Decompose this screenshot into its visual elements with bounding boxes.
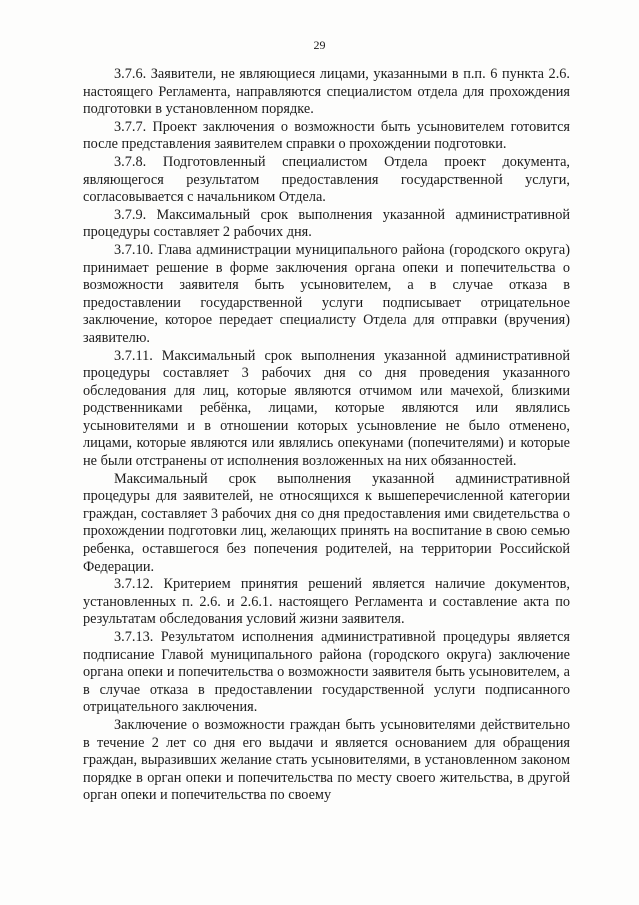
paragraph-3-7-12: 3.7.12. Критерием принятия решений является наличие документов, установленных п. 2.6. и 2.6.1. настоящего Регламента и составление акта по результатам обследования условий жизни заявителя. bbox=[83, 576, 570, 628]
paragraph-3-7-9: 3.7.9. Максимальный срок выполнения указанной административной процедуры составляет 2 рабочих дня. bbox=[83, 206, 570, 241]
paragraph-3-7-7: 3.7.7. Проект заключения о возможности быть усыновителем готовится после представления заявителем справки о прохождении подготовки. bbox=[83, 118, 570, 153]
paragraph-3-7-6: 3.7.6. Заявители, не являющиеся лицами, указанными в п.п. 6 пункта 2.6. настоящего Регламента, направляются специалистом отдела для прохождения подготовки в установленном порядке. bbox=[83, 66, 570, 118]
paragraph-max-term: Максимальный срок выполнения указанной административной процедуры для заявителей, не относящихся к вышеперечисленной категории граждан, составляет 3 рабочих дня со дня предоставления ими свидетельства о прохождении подготовки лиц, желающих принять на воспитание в свою семью ребенка, оставшегося без попечения родителей, на территории Российской Федерации. bbox=[83, 470, 570, 575]
paragraph-3-7-10: 3.7.10. Глава администрации муниципального района (городского округа) принимает решение в форме заключения органа опеки и попечительства о возможности заявителя быть усыновителем, а в случае отказа в предоставлении государственной услуги подписывает отрицательное заключение, которое передает специалисту Отдела для отправки (вручения) заявителю. bbox=[83, 241, 570, 346]
paragraph-conclusion-validity: Заключение о возможности граждан быть усыновителями действительно в течение 2 лет со дня его выдачи и является основанием для обращения граждан, выразивших желание стать усыновителями, в установленном законом порядке в орган опеки и попечительства по месту своего жительства, в другой орган опеки и попечительства по своему bbox=[83, 716, 570, 804]
paragraph-3-7-13: 3.7.13. Результатом исполнения административной процедуры является подписание Главой муниципального района (городского округа) заключение органа опеки и попечительства о возможности заявителя быть усыновителем, а в случае отказа в предоставлении государственной услуги подписанного отрицательного заключения. bbox=[83, 629, 570, 716]
page-number: 29 bbox=[313, 38, 326, 52]
paragraph-3-7-11: 3.7.11. Максимальный срок выполнения указанной административной процедуры составляет 3 рабочих дня со дня проведения указанного обследования для лиц, которые являются отчимом или мачехой, близкими родственниками ребёнка, лицами, которые являются или являлись усыновителями и в отношении которых усыновление не было отменено, лицами, которые являются или являлись опекунами (попечителями) и которые не были отстранены от исполнения возложенных на них обязанностей. bbox=[83, 347, 570, 470]
document-body bbox=[83, 66, 570, 805]
paragraph-3-7-8: 3.7.8. Подготовленный специалистом Отдела проект документа, являющегося результатом предоставления государственной услуги, согласовывается с начальником Отдела. bbox=[83, 153, 570, 206]
